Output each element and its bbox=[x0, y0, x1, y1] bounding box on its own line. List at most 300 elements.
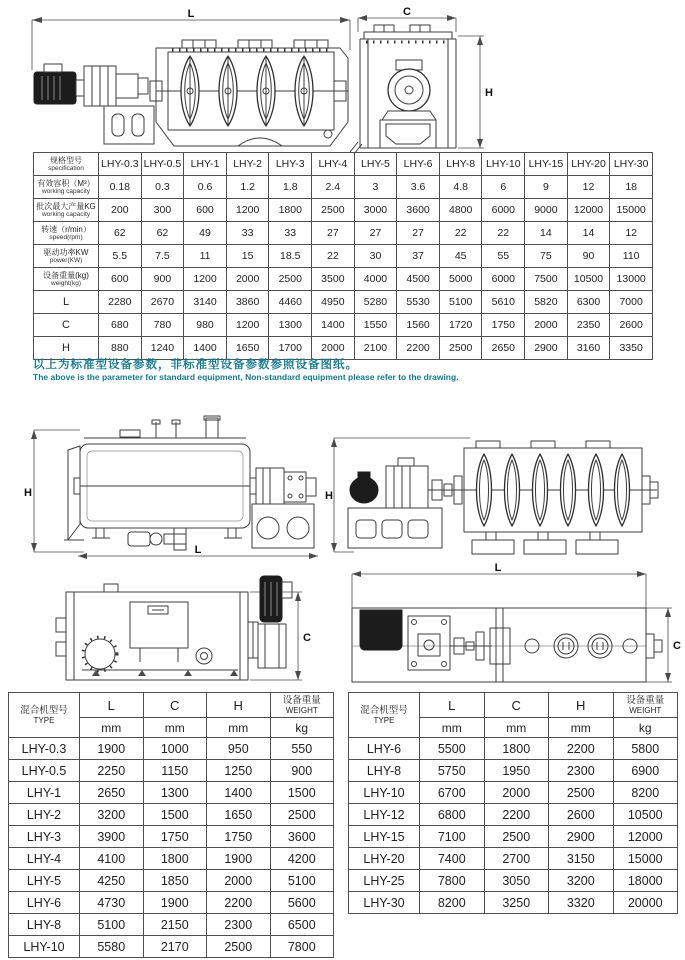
spec-row-header-en: speed(rpm) bbox=[49, 233, 83, 241]
spec-row-header-zh: 转速（r/min） bbox=[41, 224, 91, 234]
dim-value-cell: 550 bbox=[270, 738, 334, 760]
spec-value-cell: 900 bbox=[141, 268, 184, 291]
dim-value-cell: 2500 bbox=[484, 826, 549, 848]
spec-model-cell: LHY-0.3 bbox=[99, 153, 142, 176]
spec-data-row bbox=[34, 314, 653, 337]
spec-value-cell: 1.2 bbox=[226, 176, 269, 199]
spec-data-row bbox=[34, 176, 653, 199]
spec-data-row bbox=[34, 268, 653, 291]
dim-value-cell: 2650 bbox=[80, 782, 144, 804]
spec-value-cell: 2670 bbox=[141, 291, 184, 314]
dim-value-cell: 20000 bbox=[613, 892, 678, 914]
spec-model-cell: LHY-15 bbox=[525, 153, 568, 176]
spec-value-cell: 7500 bbox=[525, 268, 568, 291]
spec-value-cell: 3860 bbox=[226, 291, 269, 314]
spec-value-cell: 90 bbox=[567, 245, 610, 268]
spec-model-cell: LHY-6 bbox=[397, 153, 440, 176]
dim-data-row bbox=[9, 892, 334, 914]
spec-row-header bbox=[34, 291, 99, 314]
spec-table bbox=[33, 152, 653, 360]
dim-col-header: H bbox=[549, 693, 614, 718]
dim-value-cell: 5500 bbox=[420, 738, 485, 760]
spec-model-cell: LHY-3 bbox=[269, 153, 312, 176]
spec-value-cell: 49 bbox=[184, 222, 227, 245]
dim-value-cell: 2000 bbox=[207, 870, 271, 892]
spec-model-cell: LHY-30 bbox=[610, 153, 653, 176]
dim-type-cell: LHY-1 bbox=[9, 782, 80, 804]
dim-value-cell: 1800 bbox=[484, 738, 549, 760]
spec-value-cell: 0.6 bbox=[184, 176, 227, 199]
spec-value-cell: 15000 bbox=[610, 199, 653, 222]
dim-value-cell: 6700 bbox=[420, 782, 485, 804]
dim-unit-cell: mm bbox=[143, 718, 207, 738]
dim-value-cell: 3600 bbox=[270, 826, 334, 848]
spec-value-cell: 3 bbox=[354, 176, 397, 199]
dim-value-cell: 1000 bbox=[143, 738, 207, 760]
spec-value-cell: 6300 bbox=[567, 291, 610, 314]
dim-value-cell: 3150 bbox=[549, 848, 614, 870]
drawing-side-view-plough-mixer bbox=[26, 6, 358, 154]
spec-value-cell: 680 bbox=[99, 314, 142, 337]
spec-value-cell: 5820 bbox=[525, 291, 568, 314]
note-text-en: The above is the parameter for standard equipment, Non-standard equipment please refer to the drawing. bbox=[33, 372, 459, 382]
dim-data-row bbox=[9, 760, 334, 782]
spec-row-header bbox=[34, 314, 99, 337]
spec-row-header-zh: 有效容积（M³） bbox=[37, 178, 95, 188]
spec-value-cell: 27 bbox=[312, 222, 355, 245]
spec-data-row bbox=[34, 245, 653, 268]
dim-data-row bbox=[349, 848, 678, 870]
spec-value-cell: 5100 bbox=[439, 291, 482, 314]
dim-value-cell: 1900 bbox=[80, 738, 144, 760]
dim-value-cell: 4250 bbox=[80, 870, 144, 892]
spec-model-cell: LHY-4 bbox=[312, 153, 355, 176]
dim-value-cell: 2500 bbox=[270, 804, 334, 826]
dim-unit-cell: kg bbox=[270, 718, 334, 738]
dim-col-header: C bbox=[484, 693, 549, 718]
drawing-top-view-mixer-2 bbox=[346, 564, 681, 690]
dim-value-cell: 2500 bbox=[207, 936, 271, 958]
dim-col-header: L bbox=[420, 693, 485, 718]
dim-value-cell: 2000 bbox=[484, 782, 549, 804]
dim-value-cell: 6900 bbox=[613, 760, 678, 782]
dim-value-cell: 1400 bbox=[207, 782, 271, 804]
drawing-side-view-drum-mixer bbox=[22, 408, 324, 560]
spec-value-cell: 0.18 bbox=[99, 176, 142, 199]
spec-value-cell: 1750 bbox=[482, 314, 525, 337]
spec-value-cell: 10500 bbox=[567, 268, 610, 291]
spec-value-cell: 2.4 bbox=[312, 176, 355, 199]
spec-model-cell: LHY-8 bbox=[439, 153, 482, 176]
spec-row-header bbox=[34, 153, 99, 176]
dim-label-H: H bbox=[485, 87, 493, 99]
dim-table-body bbox=[349, 738, 678, 914]
dim-type-en: TYPE bbox=[373, 716, 395, 725]
dim-unit-cell: kg bbox=[613, 718, 678, 738]
dim-value-cell: 1300 bbox=[143, 782, 207, 804]
spec-row-header bbox=[34, 222, 99, 245]
dim-type-cell: LHY-5 bbox=[9, 870, 80, 892]
dim-col-title-en: WEIGHT bbox=[629, 706, 662, 715]
dim-label-L: L bbox=[494, 562, 502, 574]
spec-value-cell: 14 bbox=[567, 222, 610, 245]
dim-label-C: C bbox=[303, 632, 311, 644]
spec-value-cell: 2280 bbox=[99, 291, 142, 314]
dim-head-row bbox=[9, 693, 334, 718]
spec-row-header-en: power(KW) bbox=[49, 256, 83, 264]
dim-value-cell: 1500 bbox=[143, 804, 207, 826]
spec-value-cell: 2500 bbox=[269, 268, 312, 291]
spec-value-cell: 12 bbox=[567, 176, 610, 199]
spec-value-cell: 12 bbox=[610, 222, 653, 245]
spec-value-cell: 2200 bbox=[397, 337, 440, 360]
spec-row-header bbox=[34, 268, 99, 291]
spec-row-header bbox=[34, 337, 99, 360]
spec-value-cell: 2600 bbox=[610, 314, 653, 337]
dim-value-cell: 4730 bbox=[80, 892, 144, 914]
dim-data-row bbox=[9, 826, 334, 848]
dim-label-H: H bbox=[325, 490, 333, 502]
dim-value-cell: 1250 bbox=[207, 760, 271, 782]
dim-value-cell: 5100 bbox=[80, 914, 144, 936]
dim-data-row bbox=[9, 804, 334, 826]
spec-row-header bbox=[34, 245, 99, 268]
spec-value-cell: 3500 bbox=[312, 268, 355, 291]
dim-col-title-zh: 设备重量 bbox=[626, 695, 665, 706]
spec-row-header-zh: C bbox=[62, 319, 70, 331]
dim-unit-cell: mm bbox=[420, 718, 485, 738]
note bbox=[33, 358, 459, 383]
spec-value-cell: 1800 bbox=[269, 199, 312, 222]
spec-value-cell: 5000 bbox=[439, 268, 482, 291]
manhole-icon bbox=[85, 639, 115, 669]
spec-value-cell: 1700 bbox=[269, 337, 312, 360]
spec-value-cell: 4950 bbox=[312, 291, 355, 314]
dim-table bbox=[348, 692, 678, 914]
spec-value-cell: 15 bbox=[226, 245, 269, 268]
spec-row-header-zh: 批次最大产量KG bbox=[36, 201, 96, 211]
spec-value-cell: 1240 bbox=[141, 337, 184, 360]
spec-value-cell: 14 bbox=[525, 222, 568, 245]
spec-value-cell: 9000 bbox=[525, 199, 568, 222]
spec-row-header-zh: 设备重量(kg) bbox=[43, 270, 89, 280]
spec-value-cell: 4500 bbox=[397, 268, 440, 291]
spec-value-cell: 9 bbox=[525, 176, 568, 199]
spec-models-row bbox=[34, 153, 653, 176]
spec-value-cell: 6 bbox=[482, 176, 525, 199]
spec-value-cell: 2900 bbox=[525, 337, 568, 360]
spec-value-cell: 0.3 bbox=[141, 176, 184, 199]
spec-data-row bbox=[34, 337, 653, 360]
drawing-top-view-mixer-1 bbox=[52, 564, 312, 690]
dim-type-cell: LHY-8 bbox=[349, 760, 420, 782]
dim-unit-cell: mm bbox=[549, 718, 614, 738]
dim-value-cell: 2600 bbox=[549, 804, 614, 826]
dim-value-cell: 1800 bbox=[143, 848, 207, 870]
dim-type-cell: LHY-10 bbox=[349, 782, 420, 804]
spec-value-cell: 11 bbox=[184, 245, 227, 268]
dim-data-row bbox=[349, 738, 678, 760]
spec-value-cell: 3350 bbox=[610, 337, 653, 360]
dim-head-row bbox=[349, 693, 678, 718]
dim-value-cell: 1900 bbox=[207, 848, 271, 870]
spec-value-cell: 4800 bbox=[439, 199, 482, 222]
spec-value-cell: 1.8 bbox=[269, 176, 312, 199]
dim-value-cell: 6500 bbox=[270, 914, 334, 936]
pump-icon bbox=[128, 532, 150, 546]
spec-value-cell: 2000 bbox=[226, 268, 269, 291]
dim-value-cell: 10500 bbox=[613, 804, 678, 826]
spec-value-cell: 5280 bbox=[354, 291, 397, 314]
dim-value-cell: 4100 bbox=[80, 848, 144, 870]
spec-value-cell: 1650 bbox=[226, 337, 269, 360]
spec-value-cell: 780 bbox=[141, 314, 184, 337]
dim-value-cell: 1650 bbox=[207, 804, 271, 826]
dim-col-header: C bbox=[143, 693, 207, 718]
dim-value-cell: 3320 bbox=[549, 892, 614, 914]
dim-data-row bbox=[9, 914, 334, 936]
spec-value-cell: 22 bbox=[439, 222, 482, 245]
dim-value-cell: 12000 bbox=[613, 826, 678, 848]
spec-value-cell: 5530 bbox=[397, 291, 440, 314]
spec-value-cell: 4460 bbox=[269, 291, 312, 314]
spec-value-cell: 2500 bbox=[312, 199, 355, 222]
dim-value-cell: 2170 bbox=[143, 936, 207, 958]
spec-value-cell: 33 bbox=[269, 222, 312, 245]
spec-model-cell: LHY-2 bbox=[226, 153, 269, 176]
spec-value-cell: 5610 bbox=[482, 291, 525, 314]
spec-model-cell: LHY-20 bbox=[567, 153, 610, 176]
motor-icon bbox=[34, 72, 76, 104]
dim-value-cell: 3200 bbox=[549, 870, 614, 892]
spec-row-header bbox=[34, 176, 99, 199]
spec-value-cell: 200 bbox=[99, 199, 142, 222]
spec-value-cell: 1560 bbox=[397, 314, 440, 337]
spec-value-cell: 7000 bbox=[610, 291, 653, 314]
spec-row-header-zh: H bbox=[62, 342, 70, 354]
dim-value-cell: 2900 bbox=[549, 826, 614, 848]
spec-value-cell: 600 bbox=[99, 268, 142, 291]
spec-value-cell: 1200 bbox=[184, 268, 227, 291]
dim-value-cell: 2200 bbox=[549, 738, 614, 760]
dim-type-cell: LHY-2 bbox=[9, 804, 80, 826]
dim-value-cell: 950 bbox=[207, 738, 271, 760]
spec-value-cell: 110 bbox=[610, 245, 653, 268]
dim-value-cell: 2700 bbox=[484, 848, 549, 870]
dim-type-cell: LHY-3 bbox=[9, 826, 80, 848]
dim-type-cell: LHY-6 bbox=[349, 738, 420, 760]
dim-value-cell: 15000 bbox=[613, 848, 678, 870]
spec-value-cell: 62 bbox=[141, 222, 184, 245]
dim-type-zh: 混合机型号 bbox=[360, 705, 408, 716]
dim-type-cell: LHY-6 bbox=[9, 892, 80, 914]
spec-value-cell: 600 bbox=[184, 199, 227, 222]
spec-value-cell: 18 bbox=[610, 176, 653, 199]
spec-value-cell: 880 bbox=[99, 337, 142, 360]
dim-col-header bbox=[270, 693, 334, 718]
motor-icon bbox=[360, 614, 402, 650]
dim-table-head bbox=[349, 693, 678, 738]
dim-data-row bbox=[9, 738, 334, 760]
spec-model-cell: LHY-5 bbox=[354, 153, 397, 176]
spec-model-cell: LHY-10 bbox=[482, 153, 525, 176]
spec-value-cell: 45 bbox=[439, 245, 482, 268]
dim-type-cell: LHY-0.5 bbox=[9, 760, 80, 782]
spec-value-cell: 2500 bbox=[439, 337, 482, 360]
spec-value-cell: 75 bbox=[525, 245, 568, 268]
dim-type-zh: 混合机型号 bbox=[20, 705, 68, 716]
dim-unit-cell: mm bbox=[207, 718, 271, 738]
spec-value-cell: 3.6 bbox=[397, 176, 440, 199]
dim-value-cell: 1500 bbox=[270, 782, 334, 804]
dim-value-cell: 3200 bbox=[80, 804, 144, 826]
spec-value-cell: 3000 bbox=[354, 199, 397, 222]
spec-value-cell: 4000 bbox=[354, 268, 397, 291]
dim-value-cell: 5100 bbox=[270, 870, 334, 892]
dim-data-row bbox=[9, 848, 334, 870]
dim-label-C: C bbox=[673, 640, 681, 652]
spec-data-row bbox=[34, 199, 653, 222]
spec-value-cell: 2350 bbox=[567, 314, 610, 337]
dim-col-header: L bbox=[80, 693, 144, 718]
dim-value-cell: 4200 bbox=[270, 848, 334, 870]
dim-value-cell: 3900 bbox=[80, 826, 144, 848]
drawing-end-view-mixer bbox=[344, 6, 496, 154]
spec-value-cell: 1300 bbox=[269, 314, 312, 337]
dim-value-cell: 1150 bbox=[143, 760, 207, 782]
spec-value-cell: 3160 bbox=[567, 337, 610, 360]
spec-row-header-en: working capacity bbox=[41, 187, 91, 195]
dim-value-cell: 7800 bbox=[420, 870, 485, 892]
dim-type-header bbox=[9, 693, 80, 738]
spec-value-cell: 33 bbox=[226, 222, 269, 245]
dim-value-cell: 1900 bbox=[143, 892, 207, 914]
spec-value-cell: 13000 bbox=[610, 268, 653, 291]
dim-data-row bbox=[349, 760, 678, 782]
spec-value-cell: 3140 bbox=[184, 291, 227, 314]
dim-label-H: H bbox=[24, 487, 32, 499]
dim-table-body bbox=[9, 738, 334, 958]
dim-value-cell: 3050 bbox=[484, 870, 549, 892]
dim-value-cell: 2150 bbox=[143, 914, 207, 936]
dim-unit-cell: mm bbox=[80, 718, 144, 738]
spec-table-body bbox=[34, 153, 653, 360]
dim-table-head bbox=[9, 693, 334, 738]
dim-unit-cell: mm bbox=[484, 718, 549, 738]
dim-data-row bbox=[9, 782, 334, 804]
spec-row-header-en: weight(kg) bbox=[51, 279, 81, 287]
spec-value-cell: 22 bbox=[312, 245, 355, 268]
dim-value-cell: 3250 bbox=[484, 892, 549, 914]
spec-value-cell: 2000 bbox=[312, 337, 355, 360]
spec-value-cell: 37 bbox=[397, 245, 440, 268]
dim-type-header bbox=[349, 693, 420, 738]
dim-value-cell: 1750 bbox=[143, 826, 207, 848]
dim-data-row bbox=[9, 870, 334, 892]
dim-value-cell: 8200 bbox=[420, 892, 485, 914]
motor-icon bbox=[350, 477, 378, 503]
spec-value-cell: 1550 bbox=[354, 314, 397, 337]
note-text-zh: 以上为标准型设备参数，非标准型设备参数参照设备图纸。 bbox=[33, 359, 358, 371]
dim-value-cell: 1950 bbox=[484, 760, 549, 782]
dim-value-cell: 18000 bbox=[613, 870, 678, 892]
dim-value-cell: 5800 bbox=[613, 738, 678, 760]
spec-value-cell: 1200 bbox=[226, 314, 269, 337]
dim-table bbox=[8, 692, 334, 958]
dim-value-cell: 7800 bbox=[270, 936, 334, 958]
spec-row-header bbox=[34, 199, 99, 222]
drawing-side-view-ribbon-mixer bbox=[324, 424, 659, 556]
spec-data-row bbox=[34, 222, 653, 245]
spec-value-cell: 1400 bbox=[184, 337, 227, 360]
dim-label-C: C bbox=[403, 6, 411, 18]
dim-data-row bbox=[349, 782, 678, 804]
dim-value-cell: 2500 bbox=[549, 782, 614, 804]
dim-value-cell: 900 bbox=[270, 760, 334, 782]
spec-value-cell: 6000 bbox=[482, 268, 525, 291]
dim-value-cell: 5580 bbox=[80, 936, 144, 958]
dim-value-cell: 7400 bbox=[420, 848, 485, 870]
dim-value-cell: 8200 bbox=[613, 782, 678, 804]
dim-col-header bbox=[613, 693, 678, 718]
spec-row-header-zh: 规格型号 bbox=[50, 155, 82, 165]
dim-data-row bbox=[349, 826, 678, 848]
dim-col-title-zh: 设备重量 bbox=[282, 695, 321, 706]
spec-model-cell: LHY-0.5 bbox=[141, 153, 184, 176]
dim-value-cell: 2300 bbox=[207, 914, 271, 936]
spec-value-cell: 5.5 bbox=[99, 245, 142, 268]
spec-value-cell: 980 bbox=[184, 314, 227, 337]
spec-value-cell: 27 bbox=[397, 222, 440, 245]
dim-type-cell: LHY-10 bbox=[9, 936, 80, 958]
dim-type-cell: LHY-4 bbox=[9, 848, 80, 870]
dim-data-row bbox=[9, 936, 334, 958]
spec-row-header-zh: 驱动功率KW bbox=[43, 247, 89, 257]
dim-label-L: L bbox=[187, 8, 195, 20]
spec-value-cell: 12000 bbox=[567, 199, 610, 222]
spec-value-cell: 1720 bbox=[439, 314, 482, 337]
spec-row-header-en: specification bbox=[48, 164, 84, 172]
dim-value-cell: 1750 bbox=[207, 826, 271, 848]
spec-value-cell: 2650 bbox=[482, 337, 525, 360]
spec-model-cell: LHY-1 bbox=[184, 153, 227, 176]
spec-value-cell: 7.5 bbox=[141, 245, 184, 268]
dim-type-cell: LHY-8 bbox=[9, 914, 80, 936]
spec-row-header-zh: L bbox=[62, 296, 70, 308]
spec-value-cell: 62 bbox=[99, 222, 142, 245]
dim-value-cell: 2200 bbox=[207, 892, 271, 914]
dim-value-cell: 5750 bbox=[420, 760, 485, 782]
dim-value-cell: 7100 bbox=[420, 826, 485, 848]
dim-value-cell: 6800 bbox=[420, 804, 485, 826]
spec-value-cell: 55 bbox=[482, 245, 525, 268]
spec-value-cell: 27 bbox=[354, 222, 397, 245]
spec-value-cell: 1400 bbox=[312, 314, 355, 337]
spec-value-cell: 30 bbox=[354, 245, 397, 268]
spec-value-cell: 2100 bbox=[354, 337, 397, 360]
dim-value-cell: 2200 bbox=[484, 804, 549, 826]
dim-type-cell: LHY-30 bbox=[349, 892, 420, 914]
dim-data-row bbox=[349, 892, 678, 914]
spec-value-cell: 22 bbox=[482, 222, 525, 245]
spec-row-header-en: working capacity bbox=[41, 210, 91, 218]
dim-value-cell: 2250 bbox=[80, 760, 144, 782]
dim-type-cell: LHY-0.3 bbox=[9, 738, 80, 760]
dim-value-cell: 2300 bbox=[549, 760, 614, 782]
dim-type-en: TYPE bbox=[33, 716, 55, 725]
dim-type-cell: LHY-20 bbox=[349, 848, 420, 870]
spec-value-cell: 1200 bbox=[226, 199, 269, 222]
